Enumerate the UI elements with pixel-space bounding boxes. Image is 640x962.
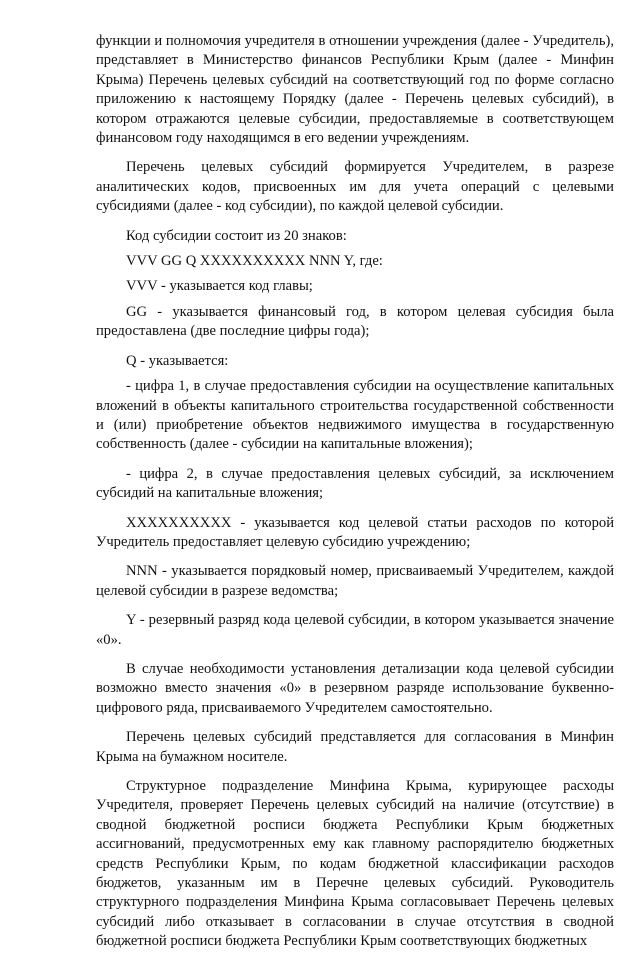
paragraph-nnn: NNN - указывается порядковый номер, присваиваемый Учредителем, каждой целевой субсидии в разрезе ведомства; [96, 563, 614, 599]
paragraph-q: Q - указывается: [126, 352, 229, 369]
document-page [96, 32, 614, 962]
paragraph-detailing: В случае необходимости установления детализации кода целевой субсидии возможно вместо значения «0» в резервном разряде использование буквенно-цифрового ряда, присваиваемого Учредителем самостоятельно. [96, 660, 614, 716]
paragraph-subsidy-list-formation: Перечень целевых субсидий формируется Учредителем, в разрезе аналитических кодов, присвоенных им для учета операций с целевыми субсидиями (далее - код субсидии), по каждой целевой субсидии. [96, 159, 614, 215]
paragraph-code-length: Код субсидии состоит из 20 знаков: [126, 227, 347, 244]
paragraph-continuation: функции и полномочия учредителя в отношении учреждения (далее - Учредитель), представляет в Министерство финансов Республики Крым (далее - Минфин Крыма) Перечень целевых субсидий на соответствующий год по форме согласно приложению к настоящему Порядку (далее - Перечень целевых субсидий), в котором отражаются целевые субсидии, предоставляемые в соответствующем финансовом году находящимся в его ведении учреждениям. [96, 33, 614, 147]
paragraph-code-format: VVV GG Q XXXXXXXXXX NNN Y, где: [126, 253, 383, 270]
paragraph-submission: Перечень целевых субсидий представляется для согласования в Минфин Крыма на бумажном носителе. [96, 729, 614, 765]
paragraph-q-digit-1: - цифра 1, в случае предоставления субсидии на осуществление капитальных вложений в объекты капитального строительства государственной собственности и (или) приобретение объектов недвижимого имущества в государственную собственность (далее - субсидии на капитальные вложения); [96, 378, 614, 453]
paragraph-gg: GG - указывается финансовый год, в котором целевая субсидия была предоставлена (две последние цифры года); [96, 303, 614, 340]
paragraph-q-digit-2: - цифра 2, в случае предоставления целевых субсидий, за исключением субсидий на капитальные вложения; [96, 465, 614, 502]
paragraph-xxxxxxxxxx: XXXXXXXXXX - указывается код целевой статьи расходов по которой Учредитель предоставляет целевую субсидию учреждению; [96, 514, 614, 550]
paragraph-y: Y - резервный разряд кода целевой субсидии, в котором указывается значение «0». [96, 612, 614, 648]
paragraph-verification: Структурное подразделение Минфина Крыма, курирующее расходы Учредителя, проверяет Перечень целевых субсидий на наличие (отсутствие) в сводной бюджетной росписи бюджета Республики Крым бюджетных ассигнований, предусмотренных ему как главному распорядителю бюджетных средств Республики Крым, по кодам бюджетной классификации расходов бюджетов, указанным им в Перечне целевых субсидий. Руководитель структурного подразделения Минфина Крыма согласовывает Перечень целевых субсидий либо отказывает в согласовании в случае отсутствия в сводной бюджетной росписи бюджета Республики Крым соответствующих бюджетных [96, 778, 614, 950]
paragraph-vvv: VVV - указывается код главы; [126, 278, 313, 295]
